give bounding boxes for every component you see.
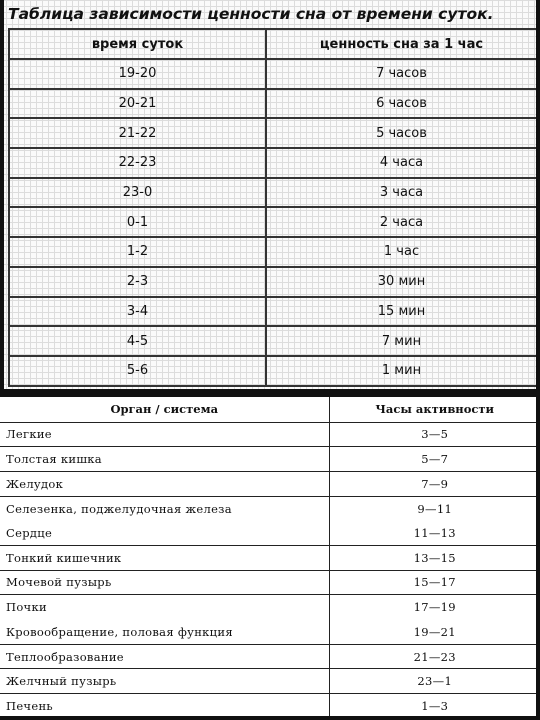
organ-table-header-row	[0, 397, 540, 422]
organ-table-row	[0, 545, 540, 570]
sleep-value-table	[8, 28, 538, 387]
time-of-day-cell: 3-4	[9, 297, 266, 327]
organ-name-cell: Тонкий кишечник	[0, 545, 329, 570]
sleep-value-cell: 15 мин	[266, 297, 537, 327]
time-of-day-cell: 20-21	[9, 89, 266, 119]
activity-hours-cell: 11—13	[413, 525, 456, 540]
organ-table-row	[0, 471, 540, 496]
time-of-day-cell: 23-0	[9, 178, 266, 208]
organ-name-cell: Теплообразование	[0, 644, 329, 669]
sleep-value-cell: 6 часов	[266, 89, 537, 119]
sleep-value-cell: 1 мин	[266, 356, 537, 386]
organ-name-cell: Мочевой пузырь	[0, 570, 329, 595]
activity-hours-cell: 13—15	[329, 545, 540, 570]
organ-activity-table	[0, 397, 540, 718]
organ-table-row	[0, 570, 540, 595]
activity-hours-cell: 7—9	[329, 471, 540, 496]
organ-table-row	[0, 694, 540, 719]
header-organ-system: Орган / система	[0, 397, 329, 422]
activity-hours-cell: 15—17	[329, 570, 540, 595]
sleep-value-cell: 7 часов	[266, 59, 537, 89]
activity-hours-cell: 23—1	[329, 669, 540, 694]
sleep-table-header-row	[9, 29, 537, 59]
sleep-table-row	[9, 326, 537, 356]
organ-name-cell: Сердце	[0, 521, 329, 546]
time-of-day-cell: 5-6	[9, 356, 266, 386]
organ-name-cell: Толстая кишка	[0, 447, 329, 472]
organ-table-row	[0, 496, 540, 521]
organ-name-cell: Желчный пузырь	[0, 669, 329, 694]
organ-name-cell: Желудок	[0, 471, 329, 496]
sleep-table-row	[9, 297, 537, 327]
sleep-value-cell: 30 мин	[266, 267, 537, 297]
organ-name-cell: Селезенка, поджелудочная железа	[0, 496, 329, 521]
sleep-value-cell: 5 часов	[266, 118, 537, 148]
sleep-table-row	[9, 237, 537, 267]
sleep-table-title: Таблица зависимости ценности сна от времени суток.	[8, 5, 494, 23]
sleep-value-cell: 1 час	[266, 237, 537, 267]
activity-hours-cell: 17—19	[329, 595, 540, 620]
sleep-table-row	[9, 178, 537, 208]
activity-hours-cell: 1—3	[329, 694, 540, 719]
organ-table-row	[0, 595, 540, 620]
organ-table-row	[0, 620, 540, 645]
time-of-day-cell: 4-5	[9, 326, 266, 356]
time-of-day-cell: 22-23	[9, 148, 266, 178]
bottom-edge	[0, 716, 540, 720]
header-activity-hours: Часы активности	[375, 402, 495, 417]
organ-name-cell: Легкие	[0, 422, 329, 447]
organ-table-row	[0, 644, 540, 669]
time-of-day-cell: 2-3	[9, 267, 266, 297]
sleep-value-cell: 2 часа	[266, 207, 537, 237]
sleep-value-cell: 7 мин	[266, 326, 537, 356]
organ-table-row	[0, 447, 540, 472]
organ-table-row	[0, 422, 540, 447]
time-of-day-cell: 21-22	[9, 118, 266, 148]
sleep-table-row	[9, 148, 537, 178]
header-sleep-value: ценность сна за 1 час	[266, 29, 537, 59]
bottom-right-border	[536, 397, 540, 720]
organ-table-row	[0, 669, 540, 694]
activity-hours-cell: 9—11	[329, 496, 540, 521]
organ-name-cell: Почки	[0, 595, 329, 620]
sleep-table-row	[9, 89, 537, 119]
panel-right-border	[536, 0, 540, 392]
sleep-table-row	[9, 356, 537, 386]
sleep-table-row	[9, 59, 537, 89]
organ-table-row	[0, 521, 540, 546]
sleep-table-row	[9, 267, 537, 297]
organ-name-cell: Печень	[0, 694, 329, 719]
time-of-day-cell: 0-1	[9, 207, 266, 237]
sleep-table-row	[9, 207, 537, 237]
panel-left-border	[0, 0, 4, 392]
activity-hours-cell: 5—7	[329, 447, 540, 472]
sleep-value-cell: 4 часа	[266, 148, 537, 178]
organ-activity-panel	[0, 397, 540, 720]
activity-hours-cell: 21—23	[329, 644, 540, 669]
panel-divider	[0, 389, 540, 397]
time-of-day-cell: 1-2	[9, 237, 266, 267]
time-of-day-cell: 19-20	[9, 59, 266, 89]
sleep-table-row	[9, 118, 537, 148]
sleep-value-cell: 3 часа	[266, 178, 537, 208]
activity-hours-cell: 3—5	[329, 422, 540, 447]
organ-name-cell: Кровообращение, половая функция	[0, 620, 329, 645]
header-time-of-day: время суток	[9, 29, 266, 59]
activity-hours-cell: 19—21	[413, 624, 456, 639]
